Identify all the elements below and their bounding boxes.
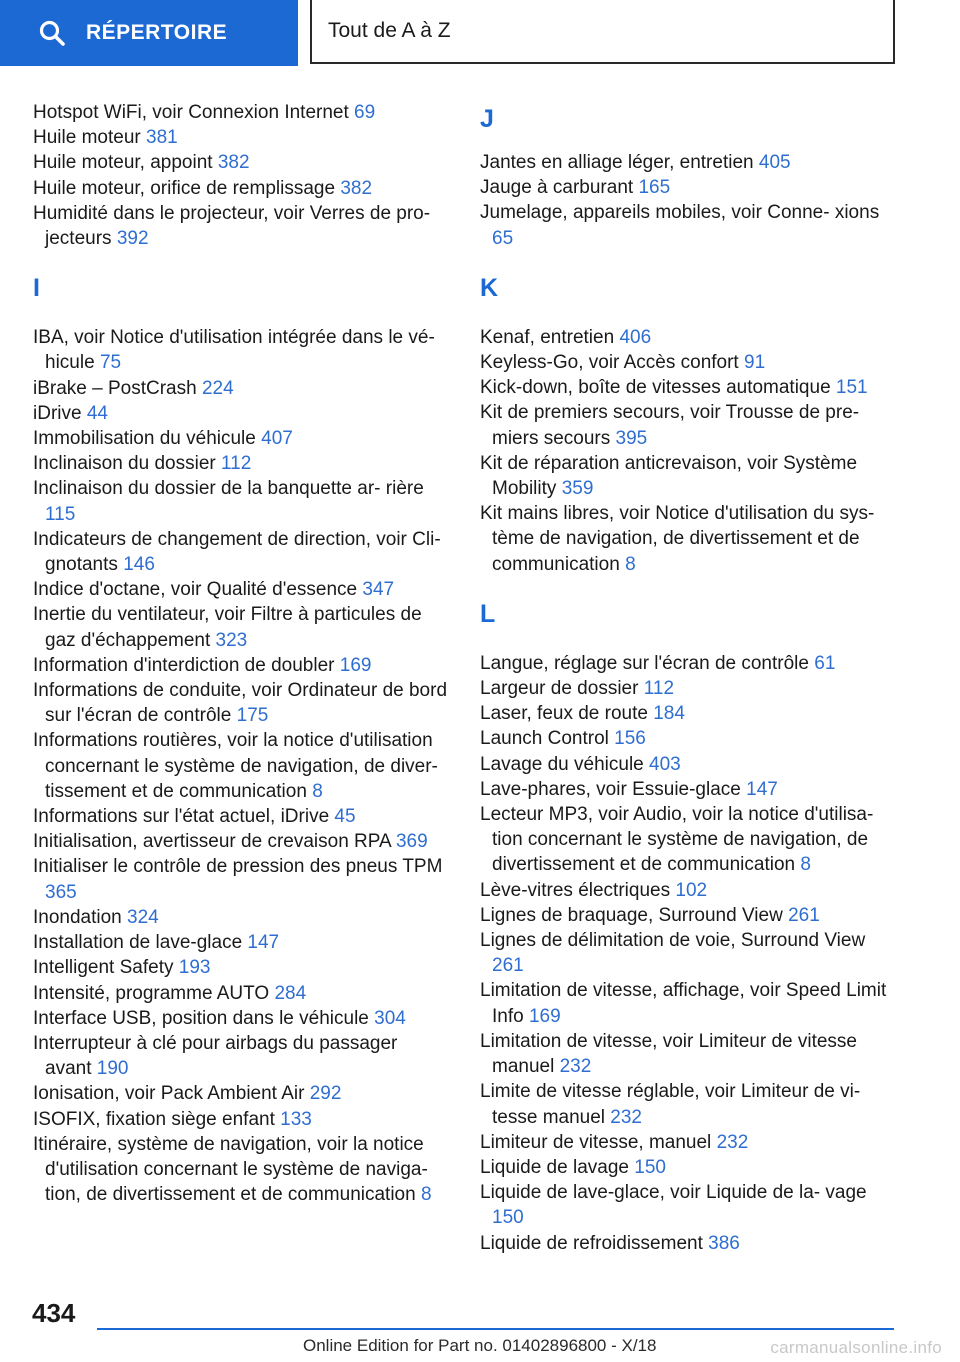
page-reference-link[interactable]: 169 [339,654,372,676]
page-reference-link[interactable]: 347 [362,579,395,601]
index-entry-text: IBA, voir Notice d'utilisation intégrée dans le vé‐ hicule [33,327,435,374]
page-reference-link[interactable]: 365 [45,881,77,903]
index-entry [33,1081,448,1106]
index-entry-text: Inclinaison du dossier [33,453,216,475]
page-reference-link[interactable]: 386 [708,1232,740,1254]
index-entry [480,501,900,577]
page-reference-link[interactable]: 323 [215,629,248,651]
page-reference-link[interactable]: 232 [559,1056,592,1078]
index-entry-text: Jantes en alliage léger, entretien [480,152,754,173]
index-entry-text: Jauge à carburant [480,177,634,199]
index-entry-text: Laser, feux de route [480,703,648,725]
page-reference-link[interactable]: 369 [395,831,428,853]
page-reference-link[interactable]: 44 [86,402,108,424]
page-reference-link[interactable]: 147 [746,778,778,800]
edition-text: Online Edition for Part no. 01402896800 - X/18 [303,1336,657,1355]
index-entry [33,376,448,401]
index-entry-text: Largeur de dossier [480,678,639,700]
index-entry-text: Intensité, programme AUTO [33,982,270,1004]
index-entry [480,651,900,676]
index-entry-text: Jumelage, appareils mobiles, voir Conne‐ xions [480,202,880,224]
index-entry-text: Informations de conduite, voir Ordinateur de bord sur l'écran de contrôle [33,680,448,727]
index-entry [33,728,448,804]
index-entry [480,175,900,200]
index-entry-text: Kenaf, entretien [480,326,615,348]
index-entry-text: Kit de réparation anticrevaison, voir Système Mobility [480,452,858,500]
index-entry [33,150,448,175]
index-entry [480,451,900,501]
index-entry [33,125,448,150]
page-reference-link[interactable]: 395 [615,427,648,449]
index-entry-text: Informations routières, voir la notice d'utilisation concernant le système de navigation, de diver‐ tissement et de communication [33,730,438,802]
index-entry-text: Humidité dans le projecteur, voir Verres de pro‐ jecteurs [33,202,431,250]
page-reference-link[interactable]: 169 [528,1005,561,1027]
page-reference-link[interactable]: 8 [625,553,636,575]
index-entry-text: Lignes de délimitation de voie, Surround View [480,930,866,952]
index-entry-text: Informations sur l'état actuel, iDrive [33,806,330,828]
index-entry-text: Lave-phares, voir Essuie-glace [480,778,741,800]
index-entry-text: Intelligent Safety [33,957,174,979]
page-reference-link[interactable]: 151 [835,377,868,399]
page-reference-link[interactable]: 8 [420,1184,432,1206]
index-entry-text: Keyless-Go, voir Accès confort [480,352,739,374]
page-reference-link[interactable]: 359 [561,478,594,500]
index-entry-text: iBrake – PostCrash [33,377,197,399]
page-reference-link[interactable]: 91 [744,352,766,374]
index-letter-heading: K [480,273,499,302]
index-entry-text: ISOFIX, fixation siège enfant [33,1108,275,1130]
index-entry-text: Liquide de refroidissement [480,1232,703,1254]
index-entry-text: Interrupteur à clé pour airbags du passager avant [33,1032,398,1080]
index-entry-text: Interface USB, position dans le véhicule [33,1007,369,1029]
page-reference-link[interactable]: 146 [123,554,155,576]
index-entry [480,1180,900,1230]
index-entry-text: Limitation de vitesse, affichage, voir Speed Limit Info [480,980,887,1027]
page-reference-link[interactable]: 65 [492,227,514,249]
repertoire-button[interactable] [0,0,298,66]
index-entry-text: Lavage du véhicule [480,753,644,775]
index-entry [480,200,900,250]
index-entry-text: Limite de vitesse réglable, voir Limiteur de vi‐ tesse manuel [480,1081,861,1128]
index-entry [33,930,448,955]
index-entry [33,401,448,426]
page-reference-link[interactable]: 381 [146,127,178,149]
index-entry-text: Liquide de lavage [480,1156,629,1178]
page-reference-link[interactable]: 190 [96,1058,129,1080]
page-reference-link[interactable]: 304 [374,1007,406,1029]
index-entry-text: Limitation de vitesse, voir Limiteur de vitesse manuel [480,1030,857,1078]
index-entry [480,1130,900,1155]
index-entry [33,451,448,476]
index-entry [33,854,448,904]
index-entry [33,176,448,201]
index-entry [480,150,900,175]
index-entry-text: Hotspot WiFi, voir Connexion Internet [33,102,349,123]
page-reference-link[interactable]: 232 [716,1131,749,1153]
page-reference-link[interactable]: 382 [217,152,250,174]
breadcrumb [310,0,895,64]
index-entry [33,1031,448,1081]
index-entry [480,928,900,978]
index-entry-text: Huile moteur, appoint [33,152,213,174]
index-entry [33,678,448,728]
index-entry-text: Lecteur MP3, voir Audio, voir la notice d'utilisa‐ tion concernant le système de navigation, de divertissement et de communication [480,804,874,876]
index-letter-heading: L [480,599,496,628]
index-entry [33,527,448,577]
index-entry [33,426,448,451]
top-navigation-bar [0,0,960,66]
index-entry-text: Inclinaison du dossier de la banquette ar‐ rière [33,478,424,500]
index-entry-text: Liquide de lave-glace, voir Liquide de la‐ vage [480,1182,867,1204]
search-icon [38,19,66,47]
index-entry-text: Lignes de braquage, Surround View [480,904,783,926]
page-number: 434 [32,1298,76,1328]
index-entry [33,1006,448,1031]
index-entry [33,981,448,1006]
index-entry [33,325,448,375]
index-entry [480,350,900,375]
index-entry [33,653,448,678]
index-entry [480,752,900,777]
index-entry-text: Immobilisation du véhicule [33,428,256,450]
page-reference-link[interactable]: 150 [634,1156,666,1178]
index-entry [480,802,900,878]
index-column-left [33,100,448,1207]
watermark: carmanualsonline.info [770,1338,942,1357]
index-entry [480,676,900,701]
index-entry [33,829,448,854]
page-reference-link[interactable]: 75 [99,352,122,374]
index-entry-text: Kit mains libres, voir Notice d'utilisation du sys‐ tème de navigation, de divertissement et de communication [480,503,875,575]
index-entry-text: Information d'interdiction de doubler [33,654,335,676]
index-entry [480,777,900,802]
page-reference-link[interactable]: 115 [45,503,76,525]
page-reference-link[interactable]: 133 [280,1108,312,1130]
page-reference-link[interactable]: 224 [201,377,234,399]
index-entry [480,726,900,751]
index-entry [480,400,900,450]
page-reference-link[interactable]: 382 [340,177,373,199]
page-reference-link[interactable]: 150 [492,1207,524,1229]
index-entry [33,476,448,526]
index-entry-text: Itinéraire, système de navigation, voir la notice d'utilisation concernant le système de naviga‐ tion, de divertissement et de communication [33,1133,428,1206]
index-entry [33,1107,448,1132]
page-reference-link[interactable]: 175 [236,705,269,727]
index-entry-text: Inondation [33,906,122,928]
index-entry-text: Installation de lave-glace [33,932,243,954]
index-letter-heading: I [33,274,40,303]
page-reference-link[interactable]: 165 [638,177,671,199]
page-reference-link[interactable]: 184 [653,703,685,725]
index-entry [480,1029,900,1079]
repertoire-label: RÉPERTOIRE [86,21,228,44]
index-entry-text: Kit de premiers secours, voir Trousse de pre‐ miers secours [480,402,860,449]
index-entry [480,878,900,903]
page-reference-link[interactable]: 147 [247,932,280,954]
index-column-right [480,100,900,1256]
index-letter-heading: J [480,105,494,133]
page-reference-link[interactable]: 405 [758,152,791,173]
index-entry-text: Huile moteur, orifice de remplissage [33,177,336,199]
page-reference-link[interactable]: 406 [619,326,652,348]
index-entry-text: Huile moteur [33,127,141,149]
page-reference-link[interactable]: 232 [610,1106,642,1128]
page-reference-link[interactable]: 156 [614,728,646,750]
footer-divider [97,1328,894,1330]
index-entry [480,1231,900,1256]
page-reference-link[interactable]: 112 [643,678,675,700]
index-entry [480,1155,900,1180]
breadcrumb-label: Tout de A à Z [328,19,451,42]
page-reference-link[interactable]: 69 [354,102,376,123]
index-entry-text: Inertie du ventilateur, voir Filtre à particules de gaz d'échappement [33,604,422,651]
page-reference-link[interactable]: 284 [274,982,307,1004]
index-entry [480,701,900,726]
index-entry-text: Initialisation, avertisseur de crevaison RPA [33,831,391,853]
index-entry-text: Launch Control [480,728,609,750]
index-entry-text: Indicateurs de changement de direction, voir Cli‐ gnotants [33,528,441,576]
index-entry-text: Kick-down, boîte de vitesses automatique [480,377,831,399]
page-reference-link[interactable]: 193 [178,957,211,979]
index-entry [33,804,448,829]
index-entry [33,905,448,930]
page-reference-link[interactable]: 102 [675,879,708,901]
index-entry-text: Ionisation, voir Pack Ambient Air [33,1083,305,1105]
index-entry-text: Limiteur de vitesse, manuel [480,1131,712,1153]
page-reference-link[interactable]: 407 [261,428,293,450]
index-entry [480,978,900,1028]
index-entry [33,602,448,652]
index-entry [33,100,448,125]
page-reference-link[interactable]: 392 [116,228,149,250]
index-entry [480,903,900,928]
page-reference-link[interactable]: 61 [814,652,836,674]
index-entry-text: Initialiser le contrôle de pression des pneus TPM [33,856,443,878]
page-reference-link[interactable]: 261 [492,955,524,977]
index-entry [33,955,448,980]
index-entry [480,1079,900,1129]
page-reference-link[interactable]: 292 [309,1083,342,1105]
index-entry-text: iDrive [33,402,82,424]
index-entry [480,375,900,400]
index-entry-text: Lève-vitres électriques [480,879,671,901]
index-entry [33,201,448,251]
index-entry-text: Indice d'octane, voir Qualité d'essence [33,579,358,601]
index-entry [33,577,448,602]
index-entry [33,1132,448,1208]
page-reference-link[interactable]: 45 [334,806,356,828]
index-entry [480,325,900,350]
page-reference-link[interactable]: 112 [221,453,252,475]
page-reference-link[interactable]: 403 [649,753,681,775]
page-reference-link[interactable]: 261 [788,904,820,926]
page-reference-link[interactable]: 324 [127,906,159,928]
page-reference-link[interactable]: 8 [800,854,811,876]
index-entry-text: Langue, réglage sur l'écran de contrôle [480,652,809,674]
page-reference-link[interactable]: 8 [312,780,323,802]
